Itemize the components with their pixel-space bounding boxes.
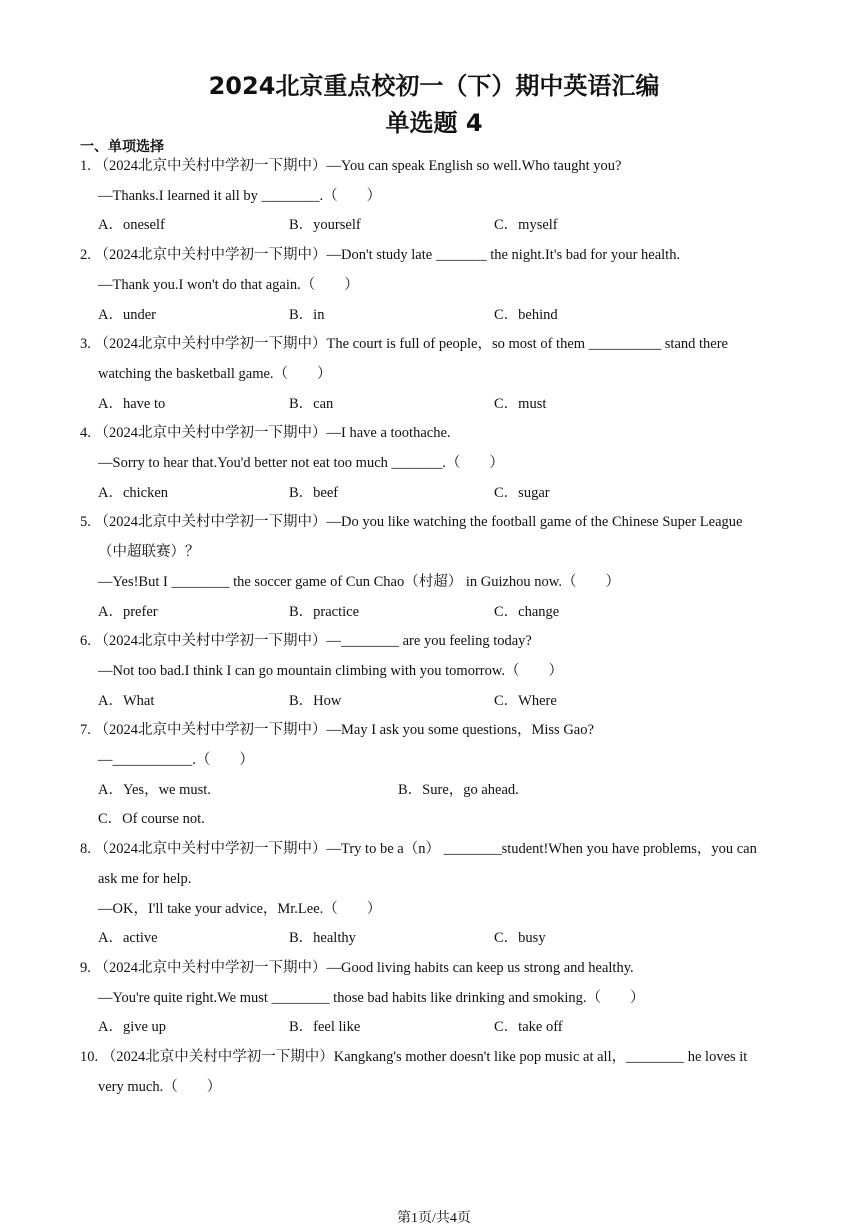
question-stem: 5. （2024北京中关村中学初一下期中）—Do you like watching the football game of the Chinese Super League [80,514,743,531]
option-c[interactable]: C．must [494,395,547,412]
section-heading: 一、单项选择 [80,139,164,155]
question-line: —Sorry to hear that.You'd better not eat too much _______.（ ） [98,455,504,471]
document-subtitle: 单选题 4 [385,109,483,137]
question-stem: 7. （2024北京中关村中学初一下期中）—May I ask you some questions，Miss Gao? [80,722,594,739]
question-stem: 3. （2024北京中关村中学初一下期中）The court is full of people，so most of them __________ stand there [80,336,728,353]
option-b[interactable]: B．feel like [289,1019,361,1036]
question-stem: 1. （2024北京中关村中学初一下期中）—You can speak English so well.Who taught you? [80,158,622,174]
option-c[interactable]: C．Of course not. [98,811,205,828]
option-a[interactable]: A．under [98,306,156,323]
question-stem: 8. （2024北京中关村中学初一下期中）—Try to be a（n） ________student!When you have problems，you can [80,841,757,858]
option-c[interactable]: C．Where [494,692,557,709]
question-stem: 9. （2024北京中关村中学初一下期中）—Good living habits can keep us strong and healthy. [80,959,634,976]
option-b[interactable]: B．in [289,306,325,323]
option-b[interactable]: B．beef [289,484,339,501]
document-title: 2024北京重点校初一（下）期中英语汇编 [208,72,660,100]
option-c[interactable]: C．behind [494,306,558,323]
option-b[interactable]: B．yourself [289,217,361,234]
question-line: ask me for help. [98,870,192,887]
option-a[interactable]: A．give up [98,1019,167,1036]
option-c[interactable]: C．take off [494,1019,563,1036]
question-line: —Yes!But I ________ the soccer game of Cun Chao（村超） in Guizhou now.（ ） [98,573,620,590]
question-stem: 4. （2024北京中关村中学初一下期中）—I have a toothache. [80,425,451,442]
option-a[interactable]: A．chicken [98,484,169,501]
question-line: —You're quite right.We must ________ those bad habits like drinking and smoking.（ ） [98,989,645,1006]
option-b[interactable]: B．practice [289,603,360,620]
option-b[interactable]: B．How [289,692,342,709]
option-b[interactable]: B．Sure，go ahead. [398,781,519,798]
option-a[interactable]: A．active [98,930,158,947]
question-line: —OK，I'll take your advice，Mr.Lee.（ ） [98,900,382,917]
question-line: —Thank you.I won't do that again.（ ） [98,276,359,293]
question-stem: 10. （2024北京中关村中学初一下期中）Kangkang's mother doesn't like pop music at all，________ he loves it [80,1049,748,1065]
option-a[interactable]: A．prefer [98,603,158,620]
question-line: very much.（ ） [98,1078,222,1095]
question-line: watching the basketball game.（ ） [98,365,332,382]
option-c[interactable]: C．sugar [494,484,550,501]
option-b[interactable]: B．can [289,395,334,412]
option-c[interactable]: C．myself [494,217,558,234]
option-c[interactable]: C．change [494,603,560,620]
option-b[interactable]: B．healthy [289,930,356,947]
question-stem: 6. （2024北京中关村中学初一下期中）—________ are you feeling today? [80,633,532,650]
page-footer: 第1页/共4页 [397,1211,471,1226]
question-line: —___________.（ ） [98,752,254,768]
option-a[interactable]: A．Yes，we must. [98,781,211,798]
option-a[interactable]: A．What [98,692,155,709]
question-line: （中超联赛）？ [98,544,200,561]
option-c[interactable]: C．busy [494,930,546,947]
question-stem: 2. （2024北京中关村中学初一下期中）—Don't study late _______ the night.It's bad for your health. [80,247,681,264]
question-line: —Not too bad.I think I can go mountain climbing with you tomorrow.（ ） [98,662,564,679]
option-a[interactable]: A．have to [98,395,166,412]
question-line: —Thanks.I learned it all by ________.（ ） [98,187,382,204]
option-a[interactable]: A．oneself [98,217,165,234]
